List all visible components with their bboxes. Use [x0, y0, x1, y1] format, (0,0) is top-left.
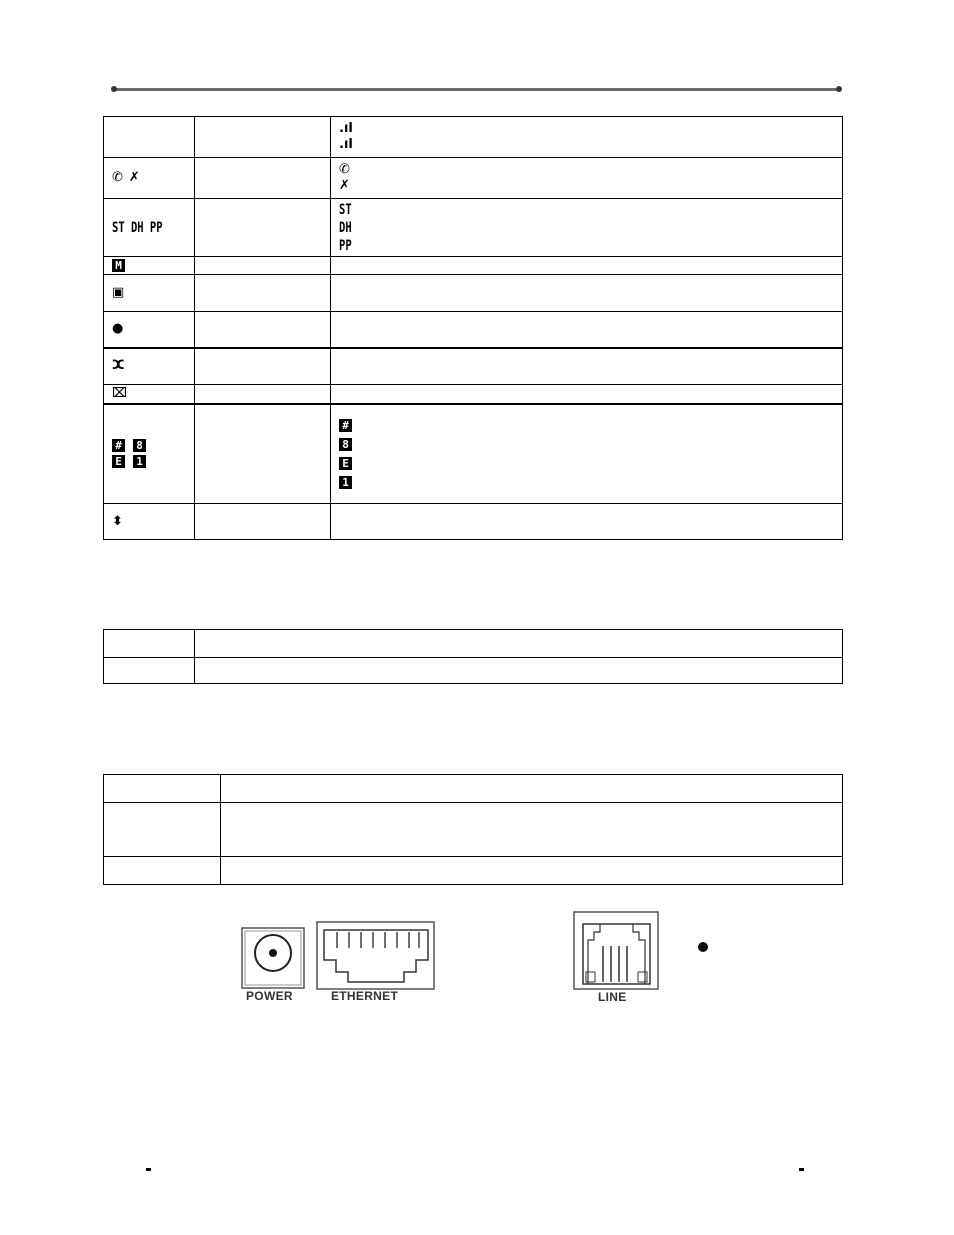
description-cell: [331, 385, 843, 404]
table-cell: [104, 775, 221, 803]
name-cell: [195, 275, 331, 312]
table-row: [104, 117, 843, 158]
table-cell: [104, 658, 195, 684]
name-cell: [195, 199, 331, 257]
boxed-symbol-icon: #: [112, 439, 125, 452]
icon-cell: [104, 199, 195, 257]
mode-text-icon: DH: [339, 219, 352, 236]
table-cell: [221, 775, 843, 803]
name-cell: [195, 385, 331, 404]
table-row: [104, 312, 843, 348]
name-cell: [195, 158, 331, 199]
boxed-symbol-icon: 8: [133, 439, 146, 452]
description-cell: [331, 404, 843, 504]
status-symbol-icon: .ıl: [339, 121, 353, 136]
top-rule: [114, 88, 839, 91]
table-cell: [221, 857, 843, 885]
table-row: [104, 275, 843, 312]
description-cell: [331, 117, 843, 158]
description-cell: [331, 348, 843, 385]
table-row: [104, 257, 843, 275]
boxed-symbol-icon: M: [112, 259, 125, 272]
name-cell: [195, 404, 331, 504]
description-cell: [331, 257, 843, 275]
status-symbol-icon: ✗: [339, 178, 350, 193]
name-cell: [195, 348, 331, 385]
table-2: [103, 629, 843, 684]
table-row: [104, 404, 843, 504]
boxed-symbol-icon: 1: [133, 455, 146, 468]
boxed-symbol-icon: 1: [339, 476, 352, 489]
line-label: LINE: [598, 990, 627, 1004]
rule-end-left: [111, 86, 117, 92]
icon-cell: [104, 504, 195, 540]
reset-hole-icon: [698, 942, 708, 952]
status-symbol-icon: ●: [112, 321, 124, 337]
footer-mark-left: [146, 1168, 151, 1171]
icon-cell: [104, 158, 195, 199]
table-row: [104, 630, 843, 658]
name-cell: [195, 504, 331, 540]
description-cell: [331, 312, 843, 348]
status-symbol-icon: ⌧: [112, 385, 127, 401]
table-row: [104, 857, 843, 885]
status-symbol-icon: ⬍: [112, 513, 123, 529]
name-cell: [195, 312, 331, 348]
boxed-symbol-icon: #: [339, 419, 352, 432]
status-symbol-icon: ⵋ: [112, 358, 126, 374]
table-row: [104, 803, 843, 857]
mode-text-icon: PP: [339, 237, 352, 254]
table-cell: [104, 803, 221, 857]
status-symbol-icon: ✆: [112, 170, 123, 185]
rule-end-right: [836, 86, 842, 92]
icon-cell: [104, 348, 195, 385]
status-symbol-icon: ▣: [112, 285, 125, 300]
description-cell: [331, 504, 843, 540]
table-row: [104, 199, 843, 257]
table-row: [104, 385, 843, 404]
mode-text-icon: ST: [339, 201, 352, 218]
icon-cell: [104, 257, 195, 275]
ethernet-port-icon: [317, 922, 434, 989]
status-symbol-icon: ✆: [339, 162, 350, 177]
table-row: [104, 158, 843, 199]
icon-cell: [104, 404, 195, 504]
table-row: [104, 348, 843, 385]
boxed-symbol-icon: E: [339, 457, 352, 470]
status-symbol-icon: ✗: [128, 170, 140, 185]
table-cell: [104, 630, 195, 658]
description-cell: [331, 275, 843, 312]
table-row: [104, 658, 843, 684]
ethernet-label: ETHERNET: [331, 989, 399, 1003]
table-cell: [195, 658, 843, 684]
power-label: POWER: [246, 989, 293, 1003]
boxed-symbol-icon: 8: [339, 438, 352, 451]
table-3: [103, 774, 843, 885]
description-cell: [331, 158, 843, 199]
status-symbol-icon: .ıl: [339, 137, 353, 152]
name-cell: [195, 117, 331, 158]
description-cell: [331, 199, 843, 257]
table-row: [104, 504, 843, 540]
icon-cell: [104, 275, 195, 312]
status-icons-table: [103, 116, 843, 540]
boxed-symbol-icon: E: [112, 455, 125, 468]
icon-cell: [104, 117, 195, 158]
icon-cell: [104, 385, 195, 404]
power-jack-icon: [242, 928, 304, 988]
table-cell: [104, 857, 221, 885]
icon-cell: [104, 312, 195, 348]
line-port-icon: [574, 912, 658, 989]
table-cell: [195, 630, 843, 658]
footer-mark-right: [799, 1168, 804, 1171]
table-cell: [221, 803, 843, 857]
table-row: [104, 775, 843, 803]
mode-text-icon: ST DH PP: [112, 219, 163, 236]
name-cell: [195, 257, 331, 275]
